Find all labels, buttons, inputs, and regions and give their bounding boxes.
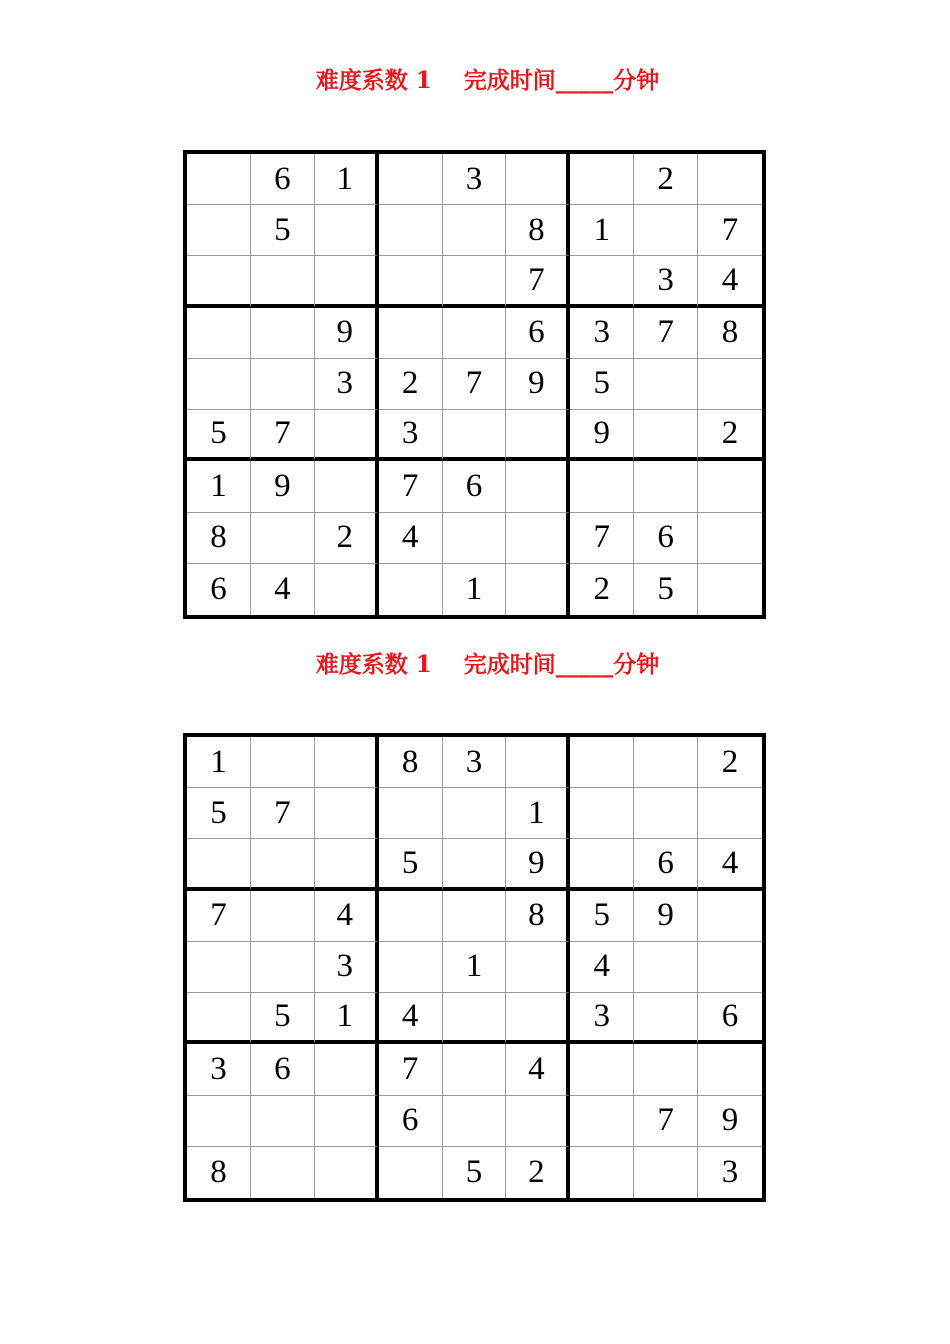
sudoku-cell	[187, 154, 251, 205]
sudoku-cell	[251, 308, 315, 359]
sudoku-cell	[698, 461, 762, 512]
sudoku-cell	[251, 256, 315, 307]
sudoku-cell	[187, 256, 251, 307]
sudoku-cell	[506, 461, 570, 512]
sudoku-cell	[379, 256, 443, 307]
sudoku-cell	[634, 410, 698, 461]
sudoku-cell	[443, 205, 507, 256]
sudoku-cell: 3	[721, 1153, 739, 1190]
sudoku-cell	[443, 788, 507, 839]
sudoku-cell	[315, 461, 379, 512]
sudoku-cell: 2	[634, 154, 698, 205]
sudoku-cell: 1	[187, 461, 251, 512]
sudoku-cell	[698, 154, 762, 205]
sudoku-cell: 3	[570, 993, 634, 1044]
sudoku-cell	[251, 891, 315, 942]
sudoku-cell	[698, 891, 762, 942]
sudoku-cell	[251, 359, 315, 410]
sudoku-cell: 1	[187, 737, 251, 788]
sudoku-cell: 1	[570, 205, 634, 256]
sudoku-cell: 4	[570, 942, 634, 993]
sudoku-cell: 6	[506, 308, 570, 359]
sudoku-cell: 6	[634, 513, 698, 564]
sudoku-cell	[251, 737, 315, 788]
sudoku-cell	[506, 993, 570, 1044]
sudoku-cell	[698, 513, 762, 564]
sudoku-cell	[634, 788, 698, 839]
sudoku-cell	[443, 993, 507, 1044]
sudoku-cell: 7	[379, 1044, 443, 1095]
sudoku-cell	[506, 564, 570, 615]
sudoku-cell: 9	[506, 839, 570, 890]
sudoku-cell	[570, 461, 634, 512]
sudoku-cell: 7	[251, 788, 315, 839]
sudoku-cell	[570, 788, 634, 839]
sudoku-cell	[506, 513, 570, 564]
sudoku-cell: 9	[698, 1096, 762, 1147]
sudoku-cell: 9	[506, 359, 570, 410]
sudoku-cell	[634, 993, 698, 1044]
sudoku-cell: 5	[187, 410, 251, 461]
sudoku-cell: 4	[698, 839, 762, 890]
sudoku-cell	[187, 205, 251, 256]
sudoku-cell	[187, 308, 251, 359]
sudoku-cell	[698, 1044, 762, 1095]
sudoku-cell: 9	[634, 891, 698, 942]
sudoku-cell	[698, 359, 762, 410]
sudoku-cell	[634, 461, 698, 512]
sudoku-cell: 5	[187, 788, 251, 839]
sudoku-cell: 6	[251, 154, 315, 205]
sudoku-cell: 2	[698, 410, 762, 461]
sudoku-cell	[315, 1147, 379, 1198]
sudoku-cell: 4	[315, 891, 379, 942]
sudoku-cell: 3	[443, 737, 507, 788]
sudoku-grid-1	[183, 150, 766, 619]
sudoku-cell	[570, 1096, 634, 1147]
sudoku-cell	[187, 1096, 251, 1147]
sudoku-cell	[251, 1096, 315, 1147]
sudoku-cell: 7	[698, 205, 762, 256]
sudoku-cell	[379, 205, 443, 256]
sudoku-cell	[379, 564, 443, 615]
sudoku-cell: 7	[187, 891, 251, 942]
sudoku-cell: 5	[251, 205, 315, 256]
sudoku-cell: 8	[698, 308, 762, 359]
sudoku-cell: 8	[506, 205, 570, 256]
sudoku-cell: 6	[251, 1044, 315, 1095]
sudoku-cell: 7	[634, 308, 698, 359]
sudoku-cell: 5	[443, 1147, 507, 1198]
sudoku-cell	[506, 1096, 570, 1147]
sudoku-cell	[379, 891, 443, 942]
sudoku-cell: 1	[443, 564, 507, 615]
sudoku-cell	[187, 359, 251, 410]
puzzle-2-title: 难度系数 1 完成时间_____分钟	[315, 651, 660, 678]
sudoku-cell	[315, 839, 379, 890]
sudoku-cell	[443, 839, 507, 890]
sudoku-cell: 2	[698, 737, 762, 788]
sudoku-cell: 4	[506, 1044, 570, 1095]
sudoku-cell	[698, 942, 762, 993]
sudoku-cell	[443, 891, 507, 942]
sudoku-cell	[251, 942, 315, 993]
sudoku-cell: 1	[506, 788, 570, 839]
sudoku-cell	[570, 1044, 634, 1095]
sudoku-cell: 6	[634, 839, 698, 890]
sudoku-cell: 6	[698, 993, 762, 1044]
sudoku-cell	[570, 1147, 634, 1198]
sudoku-cell	[634, 942, 698, 993]
sudoku-cell: 7	[443, 359, 507, 410]
sudoku-cell: 3	[570, 308, 634, 359]
sudoku-cell: 7	[634, 1096, 698, 1147]
sudoku-cell: 9	[570, 410, 634, 461]
sudoku-cell	[506, 410, 570, 461]
sudoku-cell	[570, 737, 634, 788]
sudoku-cell	[443, 513, 507, 564]
sudoku-cell: 1	[443, 942, 507, 993]
sudoku-cell	[506, 154, 570, 205]
sudoku-cell: 7	[506, 256, 570, 307]
sudoku-cell	[379, 788, 443, 839]
sudoku-cell	[634, 737, 698, 788]
sudoku-cell	[570, 154, 634, 205]
sudoku-cell: 4	[698, 256, 762, 307]
sudoku-cell: 3	[187, 1044, 251, 1095]
sudoku-cell: 3	[315, 359, 379, 410]
puzzle-1-title: 难度系数 1 完成时间_____分钟	[315, 67, 660, 94]
sudoku-cell	[443, 1096, 507, 1147]
sudoku-cell	[443, 308, 507, 359]
sudoku-cell	[315, 737, 379, 788]
sudoku-cell: 5	[634, 564, 698, 615]
sudoku-cell	[187, 993, 251, 1044]
sudoku-cell	[251, 1147, 315, 1198]
sudoku-cell: 5	[570, 891, 634, 942]
sudoku-cell: 6	[187, 564, 251, 615]
sudoku-cell	[634, 1044, 698, 1095]
sudoku-cell: 4	[379, 513, 443, 564]
sudoku-cell: 7	[251, 410, 315, 461]
sudoku-cell: 4	[251, 564, 315, 615]
sudoku-cell	[315, 205, 379, 256]
sudoku-cell	[443, 1044, 507, 1095]
sudoku-cell	[698, 564, 762, 615]
sudoku-cell: 3	[315, 942, 379, 993]
sudoku-cell: 6	[443, 461, 507, 512]
sudoku-cell: 8	[379, 737, 443, 788]
sudoku-cell	[251, 513, 315, 564]
sudoku-cell: 9	[251, 461, 315, 512]
sudoku-cell: 3	[443, 154, 507, 205]
sudoku-cell	[187, 839, 251, 890]
sudoku-grid-2	[183, 733, 766, 1202]
sudoku-cell	[506, 737, 570, 788]
sudoku-cell	[506, 942, 570, 993]
sudoku-cell	[315, 410, 379, 461]
sudoku-cell	[634, 205, 698, 256]
sudoku-cell: 5	[379, 839, 443, 890]
sudoku-cell	[443, 410, 507, 461]
sudoku-cell	[379, 308, 443, 359]
sudoku-cell: 9	[315, 308, 379, 359]
sudoku-cell	[570, 256, 634, 307]
sudoku-cell: 7	[570, 513, 634, 564]
sudoku-cell	[698, 788, 762, 839]
sudoku-cell: 1	[315, 154, 379, 205]
sudoku-cell: 5	[251, 993, 315, 1044]
sudoku-cell: 8	[506, 891, 570, 942]
sudoku-cell: 4	[379, 993, 443, 1044]
sudoku-cell: 7	[379, 461, 443, 512]
sudoku-cell	[634, 1147, 698, 1198]
sudoku-cell	[315, 256, 379, 307]
sudoku-cell	[315, 564, 379, 615]
sudoku-cell: 8	[187, 513, 251, 564]
sudoku-cell	[251, 839, 315, 890]
sudoku-cell	[443, 256, 507, 307]
sudoku-cell: 8	[187, 1147, 251, 1198]
sudoku-cell: 1	[315, 993, 379, 1044]
sudoku-cell	[379, 942, 443, 993]
sudoku-cell	[187, 942, 251, 993]
sudoku-cell	[315, 1096, 379, 1147]
sudoku-cell: 2	[570, 564, 634, 615]
sudoku-cell	[570, 839, 634, 890]
sudoku-cell: 3	[379, 410, 443, 461]
sudoku-cell	[315, 1044, 379, 1095]
sudoku-cell: 2	[506, 1147, 570, 1198]
sudoku-cell: 2	[315, 513, 379, 564]
sudoku-cell: 2	[379, 359, 443, 410]
sudoku-cell	[634, 359, 698, 410]
sudoku-cell	[315, 788, 379, 839]
sudoku-cell: 3	[634, 256, 698, 307]
sudoku-cell	[379, 1147, 443, 1198]
sudoku-cell: 6	[379, 1096, 443, 1147]
sudoku-cell: 5	[570, 359, 634, 410]
sudoku-cell	[379, 154, 443, 205]
